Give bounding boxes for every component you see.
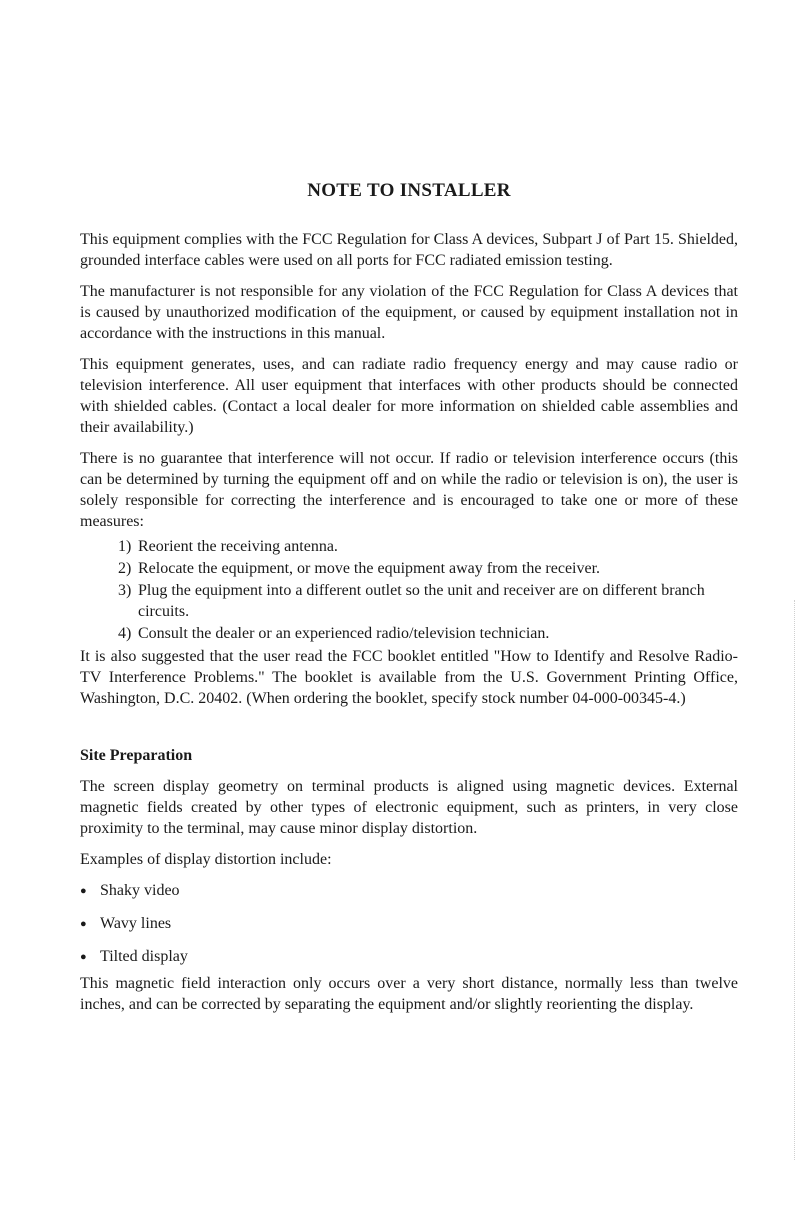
site-preparation-heading: Site Preparation bbox=[80, 747, 193, 764]
list-item bbox=[80, 913, 738, 935]
liability-paragraph: The manufacturer is not responsible for any violation of the FCC Regulation for Class A devices that is caused by unauthorized modification of the equipment, or caused by equipment installation not in accordance with the instructions in this manual. bbox=[80, 283, 738, 342]
list-item bbox=[80, 946, 738, 968]
page-title: NOTE TO INSTALLER bbox=[307, 180, 511, 201]
page-edge-artifact bbox=[792, 600, 795, 1160]
list-text: Plug the equipment into a different outlet so the unit and receiver are on different branch circuits. bbox=[138, 582, 705, 620]
bullet-icon: ● bbox=[80, 918, 87, 930]
site-preparation-paragraph: The screen display geometry on terminal products is aligned using magnetic devices. External magnetic fields created by other types of electronic equipment, such as printers, in very close proximity to the terminal, may cause minor display distortion. bbox=[80, 778, 738, 837]
interference-paragraph: This equipment generates, uses, and can radiate radio frequency energy and may cause radio or television interference. All user equipment that interfaces with other products should be connected with shielded cables. (Contact a local dealer for more information on shielded cable assemblies and their availability.) bbox=[80, 356, 738, 436]
guarantee-paragraph: There is no guarantee that interference will not occur. If radio or television interference occurs (this can be determined by turning the equipment off and on while the radio or television is on), the user is solely responsible for correcting the interference and is encouraged to take one or more of these measures: bbox=[80, 450, 738, 530]
bullet-icon: ● bbox=[80, 885, 87, 897]
examples-intro: Examples of display distortion include: bbox=[80, 851, 332, 868]
list-item bbox=[118, 580, 738, 622]
magnetic-field-paragraph: This magnetic field interaction only occurs over a very short distance, normally less than twelve inches, and can be corrected by separating the equipment and/or slightly reorienting the display. bbox=[80, 975, 738, 1013]
example-text: Tilted display bbox=[100, 948, 188, 965]
list-item bbox=[118, 558, 738, 579]
example-text: Shaky video bbox=[100, 882, 180, 899]
booklet-paragraph: It is also suggested that the user read the FCC booklet entitled "How to Identify and Resolve Radio-TV Interference Problems." The booklet is available from the U.S. Government Printing Office, Washington, D.C. 20402. (When ordering the booklet, specify stock number 04-000-00345-4.) bbox=[80, 648, 738, 707]
list-number: 2) bbox=[118, 560, 132, 577]
document-page bbox=[80, 180, 738, 1025]
list-text: Consult the dealer or an experienced radio/television technician. bbox=[138, 625, 550, 642]
list-number: 3) bbox=[118, 582, 132, 599]
list-item bbox=[118, 536, 738, 557]
bullet-icon: ● bbox=[80, 951, 87, 963]
list-item bbox=[80, 880, 738, 902]
list-number: 4) bbox=[118, 625, 132, 642]
example-text: Wavy lines bbox=[100, 915, 172, 932]
distortion-examples-list bbox=[80, 880, 738, 968]
list-text: Relocate the equipment, or move the equipment away from the receiver. bbox=[138, 560, 601, 577]
list-text: Reorient the receiving antenna. bbox=[138, 538, 338, 555]
list-item bbox=[118, 623, 738, 644]
list-number: 1) bbox=[118, 538, 132, 555]
compliance-paragraph: This equipment complies with the FCC Regulation for Class A devices, Subpart J of Part 15. Shielded, grounded interface cables were used on all ports for FCC radiated emission testing. bbox=[80, 231, 738, 269]
measures-list bbox=[80, 536, 738, 644]
